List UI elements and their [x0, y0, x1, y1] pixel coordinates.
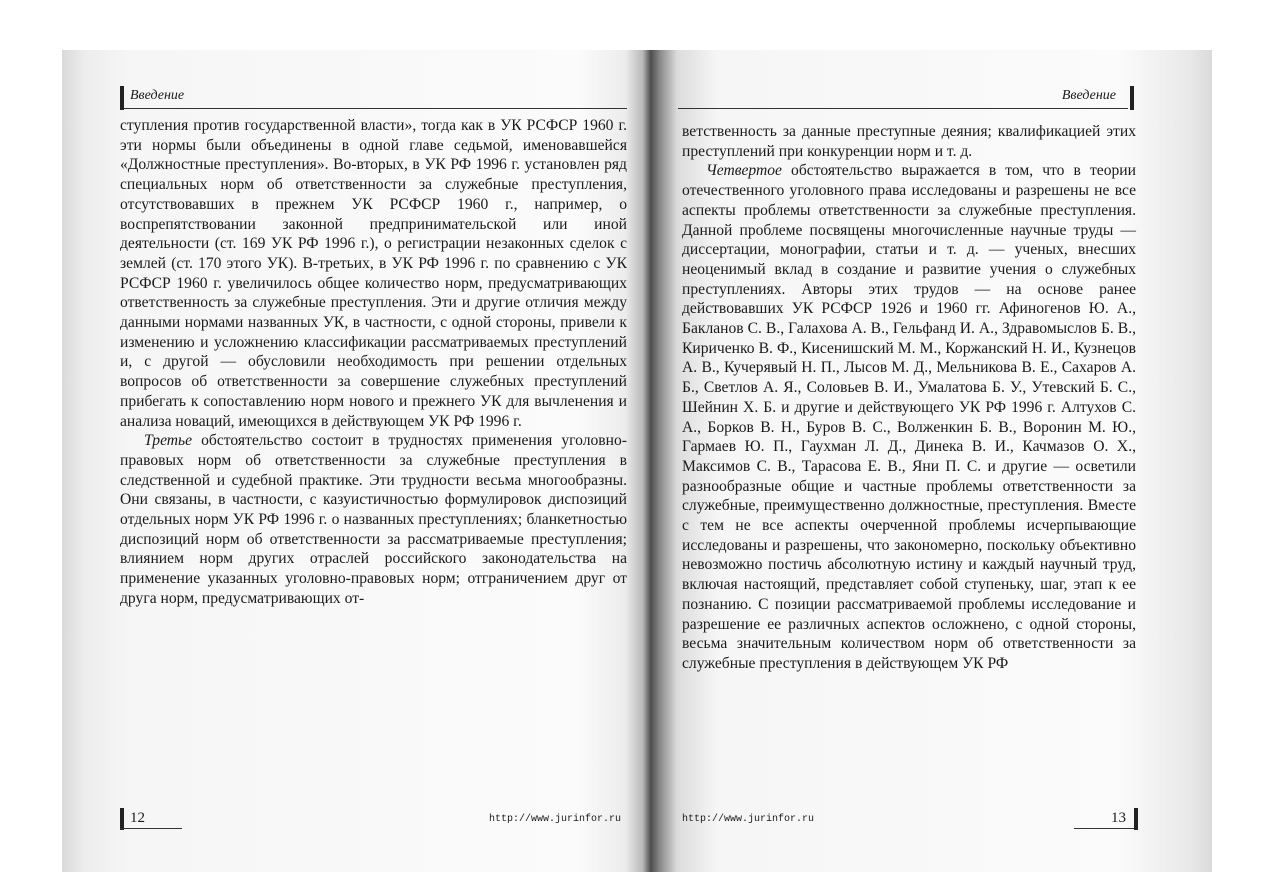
left-page [62, 50, 627, 872]
paragraph-text: ветственность за данные преступные деяния; квалификацией этих преступлений при конкуренции норм и т. д. [682, 123, 1136, 160]
paragraph [682, 122, 1136, 161]
paragraph-lead: Третье [144, 432, 193, 450]
footer-rule [1074, 828, 1136, 829]
paragraph [120, 431, 627, 608]
running-header [120, 88, 627, 109]
paragraph [682, 161, 1136, 673]
paragraph-lead: Четвертое [706, 162, 782, 180]
header-marker-bar [120, 86, 124, 110]
footer-rule [120, 828, 182, 829]
footer-marker-bar [1134, 808, 1138, 830]
footer-marker-bar [120, 808, 124, 830]
page-body [682, 122, 1136, 674]
header-marker-bar [1130, 86, 1134, 110]
right-page [650, 50, 1212, 872]
header-title: Введение [1061, 88, 1116, 103]
paragraph-text: обстоятельство выражается в том, что в теории отечественного уголовного права исследованы и разрешены не все аспекты проблемы ответственности за служебные преступления. Данной проблеме посвящены многочисленные научные труды — диссертации, монографии, статьи и т. д. — ученых, внесших неоценимый вклад в создание и развитие учения о служебных преступлениях. Авторы этих трудов — на основе ранее действовавших УК РСФСР 1926 и 1960 гг. Афиногенов Ю. А., Бакланов С. В., Галахова А. В., Гельфанд И. А., Здравомыслов Б. В., Кириченко В. Ф., Кисенишский М. М., Коржанский Н. И., Кузнецов А. В., Кучерявый Н. П., Лысов М. Д., Мельникова В. Е., Сахаров А. Б., Светлов А. Я., Соловьев В. И., Умалатова Б. У., Утевский Б. С., Шейнин Х. Б. и другие и действующего УК РФ 1996 г. Алтухов С. А., Борков В. Н., Буров В. С., Волженкин Б. В., Воронин М. Ю., Гармаев Ю. П., Гаухман Л. Д., Динека В. И., Качмазов О. Х., Максимов С. В., Тарасова Е. В., Яни П. С. и другие — осветили разнообразные общие и частные проблемы ответственности за служебные, преимущественно должностные, преступления. Вместе с тем не все аспекты очерченной проблемы исчерпывающие исследованы и разрешены, что закономерно, поскольку объективно невозможно постичь абсолютную истину и каждый научный труд, включая настоящий, представляет собой ступеньку, шаг, этап к ее познанию. С позиции рассматриваемой проблемы исследование и разрешение ее различных аспектов осложнено, с одной стороны, весьма значительным количеством норм об ответственности за служебные преступления в действующем УК РФ [682, 162, 1136, 672]
page-footer [682, 808, 1136, 830]
page-number: 12 [130, 810, 145, 826]
running-header [678, 88, 1128, 109]
header-title: Введение [130, 88, 185, 103]
footer-url: http://www.jurinfor.ru [682, 814, 815, 825]
page-number: 13 [1111, 810, 1126, 826]
footer-url: http://www.jurinfor.ru [488, 814, 621, 825]
paragraph-text: ступления против государственной власти», тогда как в УК РСФСР 1960 г. эти нормы были объединены в одной главе седьмой, именовавшейся «Должностные преступления». Во-вторых, в УК РФ 1996 г. установлен ряд специальных норм об ответственности за служебные преступления, отсутствовавших в прежнем УК РСФСР 1960 г., например, о воспрепятствовании законной предпринимательской или иной деятельности (ст. 169 УК РФ 1996 г.), о регистрации незаконных сделок с землей (ст. 170 этого УК). В-третьих, в УК РФ 1996 г. по сравнению с УК РСФСР 1960 г. увеличилось общее количество норм, предусматривающих ответственность за служебные преступления. Эти и другие отличия между данными нормами названных УК, в частности, с одной стороны, привели к изменению и усложнению классификации рассматриваемых преступлений и, с другой — обусловили необходимость при решении отдельных вопросов об ответственности за совершение служебных преступлений прибегать к сопоставлению норм нового и прежнего УК для вычленения и анализа новаций, имеющихся в действующем УК РФ 1996 г. [120, 117, 627, 430]
page-footer [120, 808, 627, 830]
book-scan [62, 50, 1212, 872]
paragraph [120, 116, 627, 431]
paragraph-text: обстоятельство состоит в трудностях применения уголовно-правовых норм об ответственности за служебные преступления в следственной и судебной практике. Эти трудности весьма многообразны. Они связаны, в частности, с казуистичностью формулировок диспозиций отдельных норм УК РФ 1996 г. о названных преступлениях; бланкетностью диспозиций норм об ответственности за рассматриваемые преступления; влиянием норм других отраслей российского законодательства на применение указанных уголовно-правовых норм; отграничением друг от друга норм, предусматривающих от- [120, 432, 627, 607]
page-body [120, 116, 627, 609]
